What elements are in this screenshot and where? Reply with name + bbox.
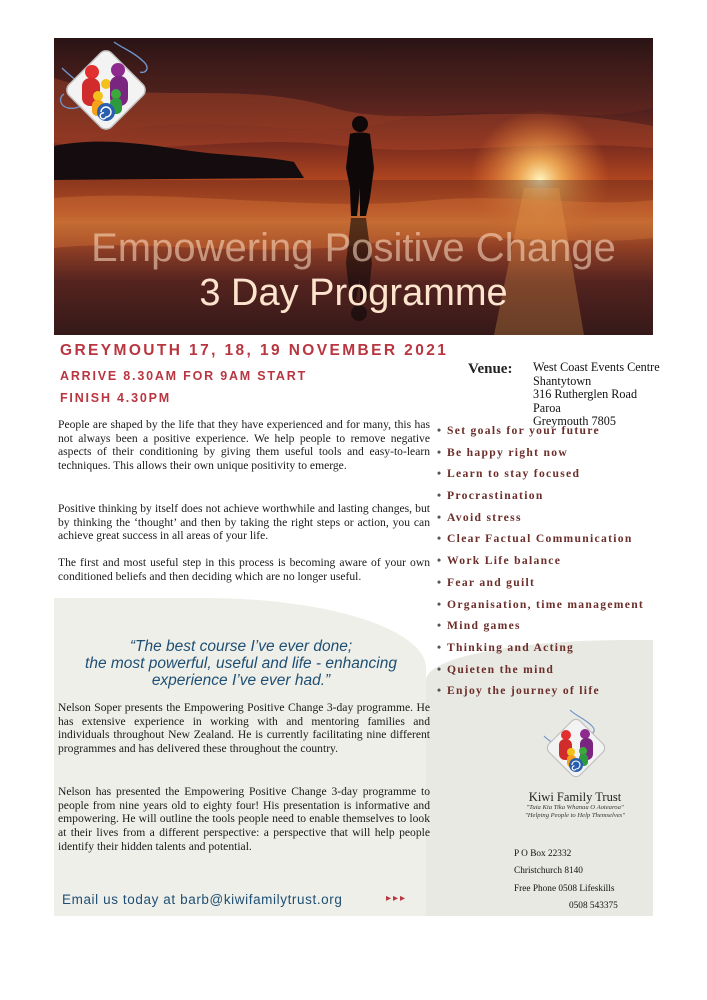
quote-line: experience I’ve ever had.” — [151, 672, 331, 689]
finish-time: FINISH 4.30PM — [60, 391, 171, 405]
presenter-paragraph: Nelson Soper presents the Empowering Positive Change 3-day programme. He has extensive experience in working with and mentoring families and individuals throughout New Zealand. He is currently facilitating nine different programmes and has delivered these throughout the country. — [58, 701, 430, 756]
topic-label: Clear Factual Communication — [447, 532, 633, 546]
presenter-paragraph: Nelson has presented the Empowering Positive Change 3-day programme to people from nine years old to eighty four! His presentation is informative and empowering. He will outline the tools people need to enable themselves to look at their lives from a different perspective: a perspective that will help people identify their hidden talents and potential. — [58, 785, 430, 853]
testimonial-quote — [58, 638, 424, 689]
topic-label: Enjoy the journey of life — [447, 684, 600, 698]
po-box: P O Box 22332 — [514, 849, 572, 859]
topic-label: Be happy right now — [447, 445, 569, 459]
event-dates-heading: GREYMOUTH 17, 18, 19 NOVEMBER 2021 — [60, 342, 449, 359]
intro-paragraph: People are shaped by the life that they have experienced and for many, this has not always been a positive experience. We help people to remove negative aspects of their conditioning by giving them useful tools and easy-to-learn techniques. This allows their own unique positivity to emerge. — [58, 418, 430, 473]
city-postcode: Christchurch 8140 — [514, 866, 583, 876]
bullet-icon: • — [437, 467, 442, 481]
venue-line: West Coast Events Centre — [533, 360, 660, 374]
topic-item — [437, 576, 657, 598]
org-name: Kiwi Family Trust — [528, 790, 622, 804]
topic-item — [437, 532, 657, 554]
venue-line: Paroa — [533, 400, 561, 415]
venue-line: 316 Rutherglen Road — [533, 387, 638, 401]
topic-item — [437, 511, 657, 533]
bullet-icon: • — [437, 575, 442, 589]
hero-title-line2: 3 Day Programme — [199, 272, 508, 314]
topic-label: Work Life balance — [447, 554, 562, 568]
venue-address — [533, 361, 660, 429]
topic-label: Fear and guilt — [447, 575, 536, 589]
intro-paragraph: The first and most useful step in this process is becoming aware of your own conditioned beliefs and then deciding which are no longer useful. — [58, 556, 430, 583]
org-tagline-maori: "Tuia Kia Tika Whanau O Aotearoa" — [526, 804, 624, 811]
topic-item — [437, 598, 657, 620]
bullet-icon: • — [437, 532, 442, 546]
topic-label: Quieten the mind — [447, 662, 555, 676]
topic-label: Thinking and Acting — [447, 640, 575, 654]
topic-item — [437, 489, 657, 511]
phone-number[interactable]: 0508 543375 — [569, 901, 618, 911]
hero-banner — [54, 38, 653, 335]
topic-item — [437, 684, 657, 706]
topic-item — [437, 619, 657, 641]
hero-title-line1: Empowering Positive Change — [91, 226, 616, 270]
topic-item — [437, 424, 657, 446]
venue-line: Shantytown — [533, 373, 592, 388]
intro-paragraph: Positive thinking by itself does not achieve worthwhile and lasting changes, but by thinking the ‘thought’ and then by taking the right steps or action, you can achieve great success in all areas of your life. — [58, 502, 430, 543]
bullet-icon: • — [437, 619, 442, 633]
bullet-icon: • — [437, 640, 442, 654]
topic-label: Avoid stress — [447, 510, 522, 524]
topics-list — [437, 424, 657, 706]
topic-item — [437, 446, 657, 468]
topic-label: Learn to stay focused — [447, 467, 581, 481]
bullet-icon: • — [437, 489, 442, 503]
org-tagline-english: "Helping People to Help Themselves" — [524, 812, 626, 819]
kiwi-family-trust-logo — [54, 38, 158, 142]
topic-label: Set goals for your future — [447, 424, 600, 437]
bullet-icon: • — [437, 662, 442, 676]
bullet-icon: • — [437, 597, 442, 611]
quote-line: “The best course I’ve ever done; — [129, 638, 353, 655]
bullet-icon: • — [437, 445, 442, 459]
topic-label: Mind games — [447, 619, 521, 633]
topic-item — [437, 554, 657, 576]
bullet-icon: • — [437, 684, 442, 698]
arrow-icons: ▸▸▸ — [386, 893, 408, 904]
venue-line: Greymouth 7805 — [533, 414, 616, 428]
arrival-time: ARRIVE 8.30AM FOR 9AM START — [60, 369, 308, 383]
quote-line: the most powerful, useful and life - enhancing — [85, 655, 397, 672]
venue-label: Venue: — [468, 361, 513, 377]
topic-item — [437, 663, 657, 685]
bullet-icon: • — [437, 510, 442, 524]
topic-label: Procrastination — [447, 489, 544, 503]
kiwi-family-trust-logo-small — [540, 708, 612, 792]
topic-label: Organisation, time management — [447, 597, 645, 611]
bullet-icon: • — [437, 554, 442, 568]
bullet-icon: • — [437, 424, 442, 437]
topic-item — [437, 467, 657, 489]
email-link[interactable]: Email us today at barb@kiwifamilytrust.org — [62, 892, 343, 907]
free-phone-label: Free Phone 0508 Lifeskills — [514, 884, 615, 894]
topic-item — [437, 641, 657, 663]
